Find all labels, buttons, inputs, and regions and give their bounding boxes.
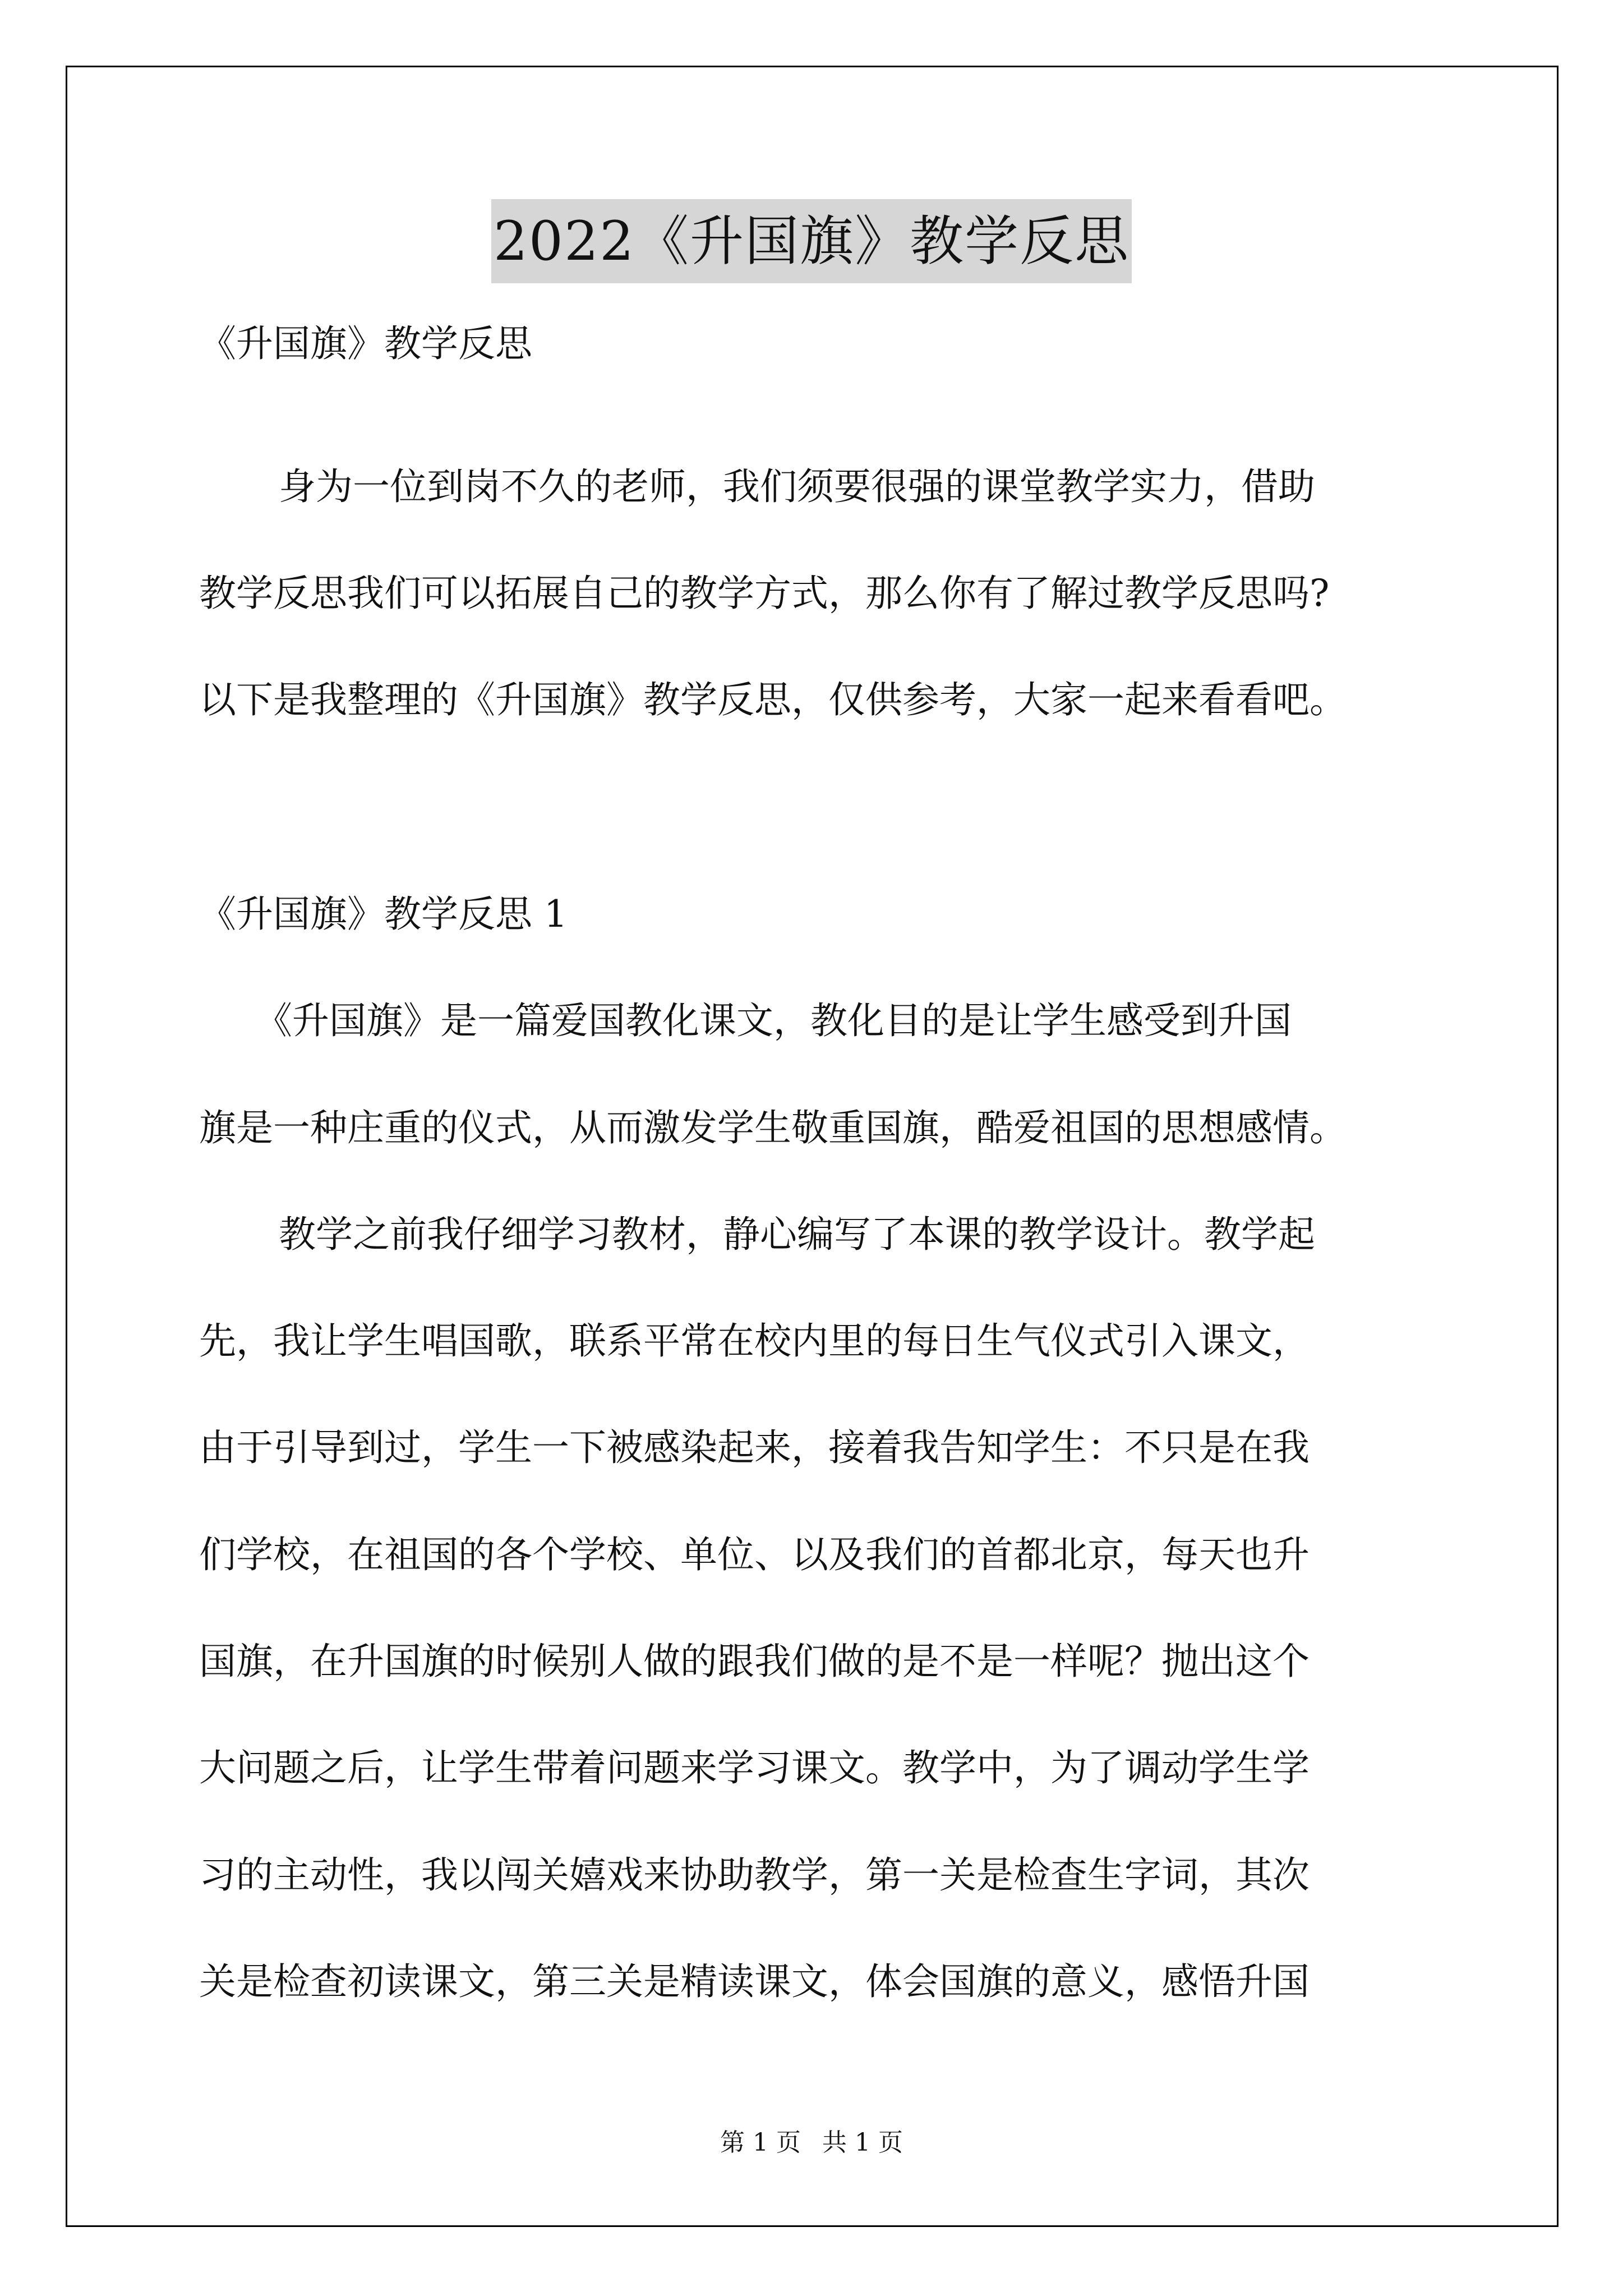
paragraph-line: 习的主动性，我以闯关嬉戏来协助教学，第一关是检查生字词，其次: [199, 1853, 1310, 1897]
page-total: 共 1 页: [822, 2128, 903, 2157]
paragraph-line: 关是检查初读课文，第三关是精读课文，体会国旗的意义，感悟升国: [199, 1960, 1310, 2003]
section-heading: 《升国旗》教学反思 1: [199, 892, 568, 936]
title-container: [0, 199, 1623, 283]
paragraph-line: 国旗，在升国旗的时候别人做的跟我们做的是不是一样呢？抛出这个: [199, 1640, 1310, 1683]
paragraph-line: 们学校，在祖国的各个学校、单位、以及我们的首都北京，每天也升: [199, 1533, 1310, 1576]
paragraph-line: 由于引导到过，学生一下被感染起来，接着我告知学生：不只是在我: [199, 1426, 1310, 1469]
paragraph-line: 先，我让学生唱国歌，联系平常在校内里的每日生气仪式引入课文，: [199, 1319, 1310, 1363]
page-footer: [0, 2126, 1623, 2160]
paragraph-line: 旗是一种庄重的仪式，从而激发学生敬重国旗，酷爱祖国的思想感情。: [199, 1106, 1347, 1149]
paragraph-line: 教学之前我仔细学习教材，静心编写了本课的教学设计。教学起: [279, 1213, 1315, 1256]
paragraph-line: 身为一位到岗不久的老师，我们须要很强的课堂教学实力，借助: [279, 465, 1315, 508]
subtitle: 《升国旗》教学反思: [199, 322, 532, 365]
paragraph-line: 大问题之后，让学生带着问题来学习课文。教学中，为了调动学生学: [199, 1746, 1310, 1789]
paragraph-line: 以下是我整理的《升国旗》教学反思，仅供参考，大家一起来看看吧。: [199, 678, 1347, 721]
document-title: 2022《升国旗》教学反思: [491, 199, 1132, 283]
paragraph-line: 教学反思我们可以拓展自己的教学方式，那么你有了解过教学反思吗?: [199, 572, 1330, 615]
page-number: 第 1 页: [720, 2128, 801, 2157]
paragraph-line: 《升国旗》是一篇爱国教化课文，教化目的是让学生感受到升国: [255, 999, 1292, 1042]
